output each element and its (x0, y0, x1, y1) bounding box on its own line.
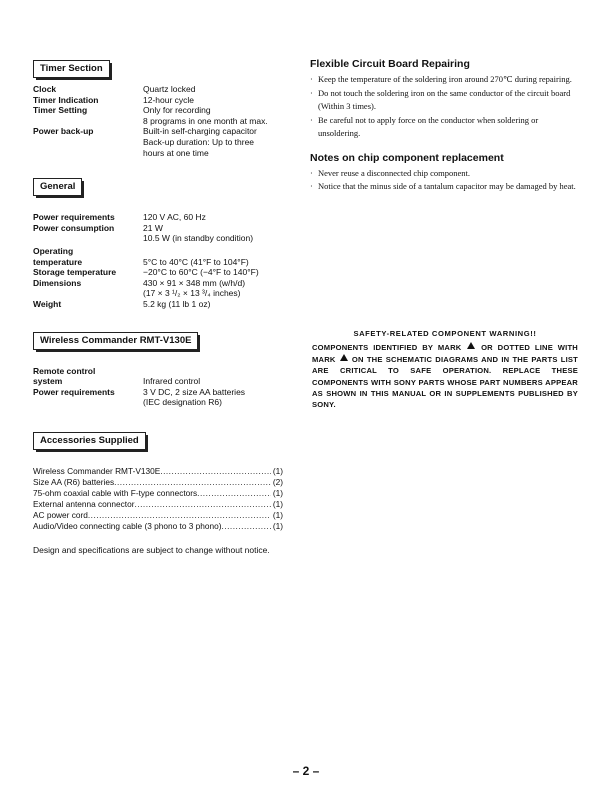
bullet-text: Be careful not to apply force on the conductor when soldering or unsoldering. (318, 114, 539, 138)
list-item (310, 87, 576, 114)
dot-leader (160, 466, 271, 477)
safety-warning-title: SAFETY-RELATED COMPONENT WARNING!! (353, 329, 537, 338)
bullet-icon: · (310, 87, 313, 98)
bullet-text: Keep the temperature of the soldering iron around 270℃ during repairing. (318, 74, 572, 84)
wireless-spec-table (33, 366, 283, 408)
bullet-icon: · (310, 181, 313, 191)
spec-value (143, 246, 283, 257)
spec-value-line: Built-in self-charging capacitor (143, 126, 257, 137)
timer-section-title: Timer Section (33, 60, 110, 78)
spec-row (33, 105, 283, 126)
wireless-section-title: Wireless Commander RMT-V130E (33, 332, 198, 350)
spec-value-line: 5.2 kg (11 lb 1 oz) (143, 298, 211, 309)
safety-warning-text: COMPONENTS IDENTIFIED BY MARK (312, 343, 462, 353)
bullet-text: Notice that the minus side of a tantalum capacitor may be damaged by heat. (318, 181, 576, 191)
chip-notes-heading: Notes on chip component replacement (310, 151, 504, 164)
spec-row (33, 278, 283, 299)
wireless-section (33, 330, 283, 408)
chip-notes-section (310, 152, 576, 194)
spec-row (33, 387, 283, 408)
spec-key: Timer Indication (33, 94, 99, 105)
spec-key: system (33, 376, 63, 387)
dot-leader (197, 488, 271, 499)
accessory-qty: (1) (272, 465, 283, 476)
accessory-name: External antenna connector (33, 498, 135, 509)
bullet-icon: · (310, 114, 313, 125)
spec-value (143, 126, 283, 158)
general-section-title: General (33, 178, 82, 196)
spec-value (143, 257, 283, 268)
bullet-text: Never reuse a disconnected chip component. (318, 167, 470, 178)
safety-warning-body (312, 342, 578, 410)
spec-row (33, 299, 283, 310)
list-item (310, 180, 576, 194)
accessory-name: Size AA (R6) batteries (33, 476, 115, 487)
spec-key: Dimensions (33, 277, 82, 288)
spec-value (143, 212, 283, 223)
list-item (310, 114, 576, 141)
list-item (33, 488, 283, 499)
flexible-board-bullets (310, 73, 576, 141)
chip-notes-bullets (310, 167, 576, 194)
spec-row (33, 95, 283, 106)
bullet-icon: · (310, 74, 313, 84)
spec-row (33, 84, 283, 95)
spec-row (33, 223, 283, 244)
spec-value-line: Quartz locked (143, 84, 196, 94)
accessory-qty: (1) (272, 498, 283, 509)
list-item (33, 466, 283, 477)
list-item (33, 477, 283, 488)
spec-key: Timer Setting (33, 105, 88, 116)
spec-key: Clock (33, 84, 57, 94)
safety-warning-text: OR DOTTED LINE WITH MARK (312, 343, 578, 364)
accessory-qty: (1) (272, 520, 283, 531)
spec-key: Power requirements (33, 386, 115, 397)
spec-row (33, 376, 283, 387)
spec-value (143, 278, 283, 299)
bullet-icon: · (310, 167, 313, 178)
flexible-board-section (310, 58, 576, 141)
spec-value (143, 376, 283, 387)
spec-value (143, 387, 283, 408)
page-number: – 2 – (292, 764, 320, 778)
accessory-qty: (2) (272, 476, 283, 487)
safety-warning (312, 328, 578, 411)
bullet-text: Do not touch the soldering iron on the same conductor of the circuit board (Within 3 times). (318, 87, 571, 111)
dot-leader (88, 510, 271, 521)
spec-key: temperature (33, 256, 83, 267)
accessory-name: AC power cord (33, 509, 88, 520)
list-item (310, 167, 576, 181)
spec-value-line: Back-up duration: Up to three (143, 136, 255, 147)
spec-key: Power requirements (33, 212, 115, 223)
spec-value-line: (17 × 3 ¹/₂ × 13 ³/₄ inches) (143, 288, 241, 299)
spec-value (143, 84, 283, 95)
accessory-qty: (1) (272, 509, 283, 520)
spec-value-line: 10.5 W (in standby condition) (143, 233, 254, 244)
spec-value-line: Only for recording (143, 105, 211, 116)
accessory-name: 75-ohm coaxial cable with F-type connectors (33, 487, 198, 498)
spec-key: Power consumption (33, 222, 115, 233)
spec-key: Operating (33, 245, 74, 256)
spec-value-line: −20°C to 60°C (−4°F to 140°F) (143, 267, 259, 278)
list-item (33, 521, 283, 532)
spec-key: Remote control (33, 365, 96, 376)
specification-note: Design and specifications are subject to change without notice. (33, 544, 270, 555)
spec-row (33, 366, 283, 377)
spec-value (143, 366, 283, 377)
timer-spec-table (33, 84, 283, 158)
spec-value-line: 12-hour cycle (143, 94, 195, 105)
spec-value-line: (IEC designation R6) (143, 397, 222, 408)
spec-row (33, 267, 283, 278)
spec-row (33, 257, 283, 268)
spec-value-line: 430 × 91 × 348 mm (w/h/d) (143, 277, 246, 288)
accessory-qty: (1) (272, 487, 283, 498)
list-item (33, 499, 283, 510)
spec-value-line: 21 W (143, 222, 163, 233)
spec-key: Storage temperature (33, 267, 117, 278)
list-item (33, 510, 283, 521)
dot-leader (222, 521, 271, 532)
spec-key: Power back-up (33, 126, 94, 137)
accessory-name: Wireless Commander RMT-V130E (33, 465, 161, 476)
accessories-section-title: Accessories Supplied (33, 432, 146, 450)
right-column (310, 58, 576, 194)
spec-value-line: hours at one time (143, 147, 209, 158)
timer-section (33, 58, 283, 158)
spec-value-line: 3 V DC, 2 size AA batteries (143, 386, 246, 397)
accessory-name: Audio/Video connecting cable (3 phono to 3 phono) (33, 520, 222, 531)
spec-row (33, 212, 283, 223)
spec-key: Weight (33, 298, 62, 309)
spec-value-line: 8 programs in one month at max. (143, 115, 268, 126)
dot-leader (134, 499, 270, 510)
spec-value-line: Infrared control (143, 376, 201, 387)
dot-leader (114, 477, 271, 488)
spec-value (143, 105, 283, 126)
warning-triangle-icon (340, 354, 348, 361)
spec-value (143, 95, 283, 106)
accessories-list (33, 466, 283, 532)
spec-row (33, 126, 283, 158)
general-spec-table (33, 212, 283, 309)
spec-value-line: 5°C to 40°C (41°F to 104°F) (143, 256, 249, 267)
spec-value (143, 223, 283, 244)
spec-value (143, 299, 283, 310)
flexible-board-heading: Flexible Circuit Board Repairing (310, 58, 470, 70)
accessories-section (33, 430, 283, 556)
list-item (310, 73, 576, 87)
warning-triangle-icon (467, 342, 475, 349)
general-section (33, 176, 283, 309)
spec-row (33, 246, 283, 257)
left-column (33, 58, 283, 556)
spec-value (143, 267, 283, 278)
safety-warning-text: ON THE SCHEMATIC DIAGRAMS AND IN THE PARTS LIST ARE CRITICAL TO SAFE OPERATION. REPLACE THESE COMPONENTS WITH SONY PARTS WHOSE PART NUMBERS APPEAR AS SHOWN IN THIS MANUAL OR IN SUPPLEMENTS PUBLISHED BY SONY. (312, 354, 578, 410)
spec-value-line: 120 V AC, 60 Hz (143, 212, 206, 223)
